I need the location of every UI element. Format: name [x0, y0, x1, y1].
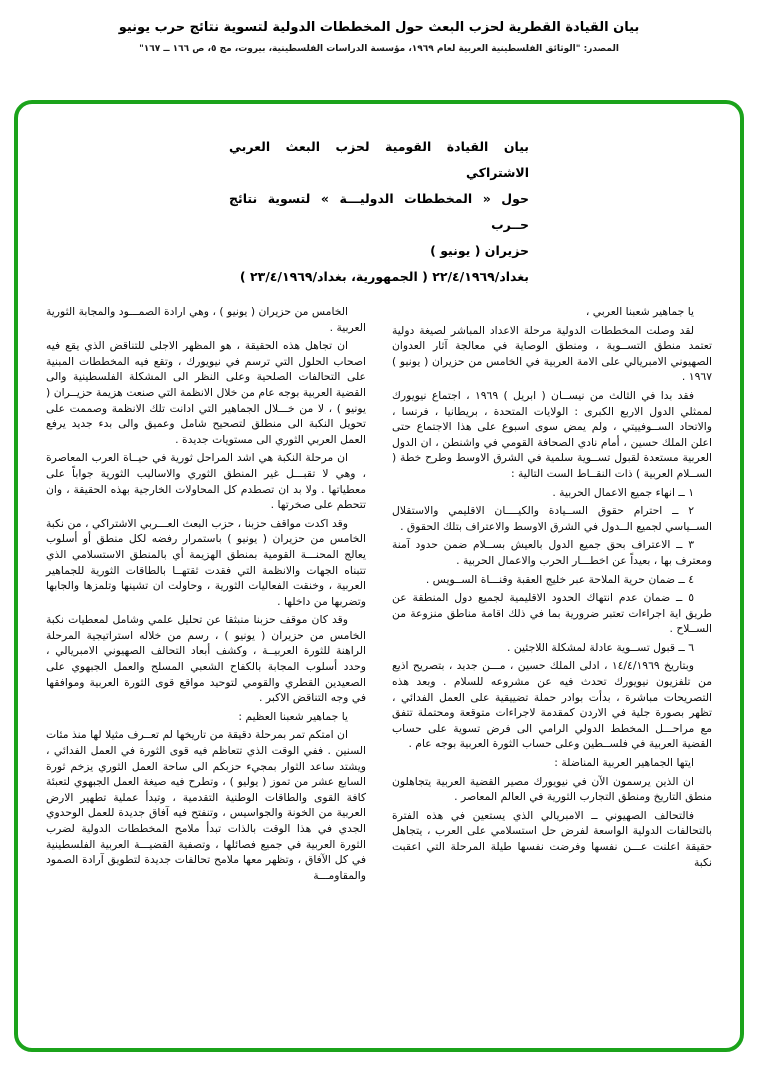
document-border-frame: [14, 100, 744, 1052]
paragraph: ان امتكم تمر بمرحلة دقيقة من تاريخها لم تعــرف مثيلا لها منذ مئات السنين . ففي الوقت الذي تتعاظم فيه قوى الثورة في العمل الفدائي ، ويشتد ساعد الثوار بمجيء حزبكم الى ساحة العمل الثوري يزخم ثورة السابع عشر من تموز ( يوليو ) ، وتطرح فيه صيغة العمل الجبهوي لتعبئة كافة القوى والطاقات الوطنية التقدمية ، وتبدأ عملية تطهير الارض العربية من الخونة والجواسيس ، وتنفتح فيه آفاق جديدة للعمل الوحدوي الجدي في هذا الوقت بالذات تبدأ ملامح المخططات الدولية لضرب الثورة العربية في جميع فصائلها ، وتصفية القضيـــة العربية الفلسطينية في كل الآفاق ، وتظهر معها ملامح تحالفات جديدة لتطويق آرادة الصمود والمقاومـــة: [46, 728, 366, 882]
paragraph: ٣ ــ الاعتراف بحق جميع الدول بالعيش بســلام ضمن حدود آمنة ومعترف بها ، بعيداً عن اخطـــار الحرب والاعمال الحربية .: [392, 538, 712, 567]
column-left: [46, 304, 366, 886]
paragraph: ١ ــ انهاء جميع الاعمال الحربية .: [552, 485, 694, 499]
paragraph: وبتاريخ ١٤/٤/١٩٦٩ ، ادلى الملك حسين ، مـــن جديد ، بتصريح اذيع من تلفزيون نيويورك تحدث فيه عن مشروعه للسلام . وبعد هذه التصريحات مباشرة ، بدأت بوادر حملة تضييقية على العمل الفدائي ، تظهر بصورة جلية في الاردن كمقدمة لاجراءات متوقعة ومحتملة تتفق مع مراحـــل المخطط الدولي الرامي الى فرض تسوية على حساب القضية العربية في فلســطين وعلى حساب الثورة العربية بوجه عام .: [392, 659, 712, 751]
heading-line-3: حزيران ( يونيو ): [430, 243, 529, 258]
paragraph: ٤ ــ ضمان حرية الملاحة عبر خليج العقبة وقنـــاة الســويس .: [425, 572, 694, 586]
paragraph: وقد اكدت مواقف حزبنا ، حزب البعث العـــربي الاشتراكي ، من نكبة الخامس من حزيران ( يونيو ) باستمرار رفضه لكل منطق أو أسلوب يعالج المحنـــة القومية بمنطق الهزيمة أي بالمنطق الاستسلامي الذي تتبناه الجهات والانظمة التي فقدت ثقتهــا بالطاقات الثورية للجماهير العربية ، وخنقت الفعاليات الثورية ، وحاولت ان تشينها وتلمزها والجابها وتضربها من داخلها .: [46, 516, 366, 608]
paragraph: ايتها الجماهير العربية المناضلة :: [554, 756, 694, 770]
paragraph: ان مرحلة النكبة هي اشد المراحل ثورية في حيــاة العرب المعاصرة ، وهي لا تقبـــل غير المنطق الثوري والاساليب الثورية جواباً على معطياتها . ولا بد ان تصطدم كل المحاولات الخارجية بهذه الحقيقة ، وان تتحطم على صخرتها .: [46, 451, 366, 512]
paragraph: يا جماهير شعبنا العربي ،: [585, 305, 694, 318]
paragraph: لقد وصلت المخططات الدولية مرحلة الاعداد المباشر لصيغة دولية تعتمد منطق التســوية ، ومنطق الوصاية في معالجة آثار العدوان الصهيوني الامبريالي على الامة العربية في الخامس من حزيران ( يونيو ) ١٩٦٧ .: [392, 323, 712, 384]
paragraph: وقد كان موقف حزبنا منبثقا عن تحليل علمي وشامل لمعطيات نكبة الخامس من حزيران ( يونيو ) ، رسم من خلاله استراتيجية المرحلة الراهنة للثورة العربيــة ، وكشف أبعاد التحالف الصهيوني الامبريالي ، وحدد أسلوب المجابة بالكفاح الشعبي المسلح والعمل الجبهوي على الصعيدين القطري والقومي لتوحيد مواقع قوى الثورة العربية وموافقها في وجه التناقض الاكبر .: [46, 613, 366, 705]
paragraph: ٢ ــ احترام حقوق الســيادة والكيــــان الاقليمي والاستقلال الســياسي لجميع الــدول في الشرق الاوسط والاعتراف بتلك الحقوق .: [392, 504, 712, 533]
paragraph: ٥ ــ ضمان عدم انتهاك الحدود الاقليمية لجميع دول المنطقة عن طريق اية اجراءات تعتبر ضرورية بما في ذلك اقامة مناطق منزوعة من الســلاح .: [392, 591, 712, 636]
paragraph: فقد بدا في الثالث من نيســان ( ابريل ) ١٩٦٩ ، اجتماع نيويورك لممثلي الدول الاربع الكبرى : الولايات المتحدة ، بريطانيا ، فرنسا ، والاتحاد الســوفييتي ، ولم يمض سوى اسبوع على هذا الاجتماع حتى اعلن الملك حسين ، أمام نادي الصحافة القومي في واشنطن ، ان الدول العربية مستعدة لقبول تســوية سلمية في الشرق الاوسط وطرح خطة ( الســلام العربية ) ذات النقــاط الست التالية :: [392, 388, 712, 480]
paragraph: ان الذين يرسمون الآن في نيويورك مصير القضية العربية يتجاهلون منطق التاريخ ومنطق التجارب الثورية في العالم المعاصر .: [392, 774, 712, 804]
column-right: [392, 304, 712, 886]
heading-dateline: بغداد/٢٢/٤/١٩٦٩ ( الجمهورية، بغداد/٢٣/٤/١٩٦٩ ): [239, 269, 529, 284]
two-column-text-block: [46, 304, 712, 886]
paragraph: الخامس من حزيران ( يونيو ) ، وهي ارادة الصمـــود والمجابة الثورية العربية .: [46, 305, 366, 334]
source-citation: المصدر: "الوثائق الفلسطينية العربية لعام ١٩٦٩، مؤسسة الدراسات الفلسطينية، بيروت، مج ٥، ص ١٦٦ ــ ١٦٧": [139, 44, 619, 54]
paragraph: يا جماهير شعبنا العظيم :: [238, 709, 348, 723]
heading-line-2: حول « المخططات الدوليـــة » لتسوية نتائج حــرب: [229, 191, 529, 232]
document-heading: [229, 134, 529, 290]
heading-line-1: بيان القيادة القومية لحزب البعث العربي الاشتراكي: [229, 139, 529, 180]
paragraph: ٦ ــ قبول تســوية عادلة لمشكلة اللاجئين .: [506, 640, 694, 654]
paragraph: ان تجاهل هذه الحقيقة ، هو المظهر الاجلى للتناقض الذي يقع فيه اصحاب الحلول التي ترسم في نيويورك ، وتقع فيه المخططات المبنية على التحالفات الصلحية وعلى النظر الى المشكلة الفلسطينية والى القضية العربية بوجه عام من خلال الانظمة التي صنعت هزيمة حزيــران ( يونيو ) ، لا من خـــلال الجماهير التي ادانت تلك الانظمة وصممت على تحويل النكبة الى منطلق لتصحيح شامل وعميق والى بدء جديد يرفع العمل العربي الثوري الى مستويات جديدة .: [46, 339, 366, 446]
paragraph: فالتحالف الصهيوني ــ الامبريالي الذي يستعين في هذه الفترة بالتحالفات الدولية الواسعة لفرض حل استسلامي على العرب ، يتجاهل حقيقة اعلنت عـــن نفسها وفرضت نفسها طيلة المرحلة التي اعقبت نكبة: [392, 808, 712, 869]
document-outer-title: بيان القيادة القطرية لحزب البعث حول المخططات الدولية لتسوية نتائج حرب يونيو: [118, 20, 640, 35]
